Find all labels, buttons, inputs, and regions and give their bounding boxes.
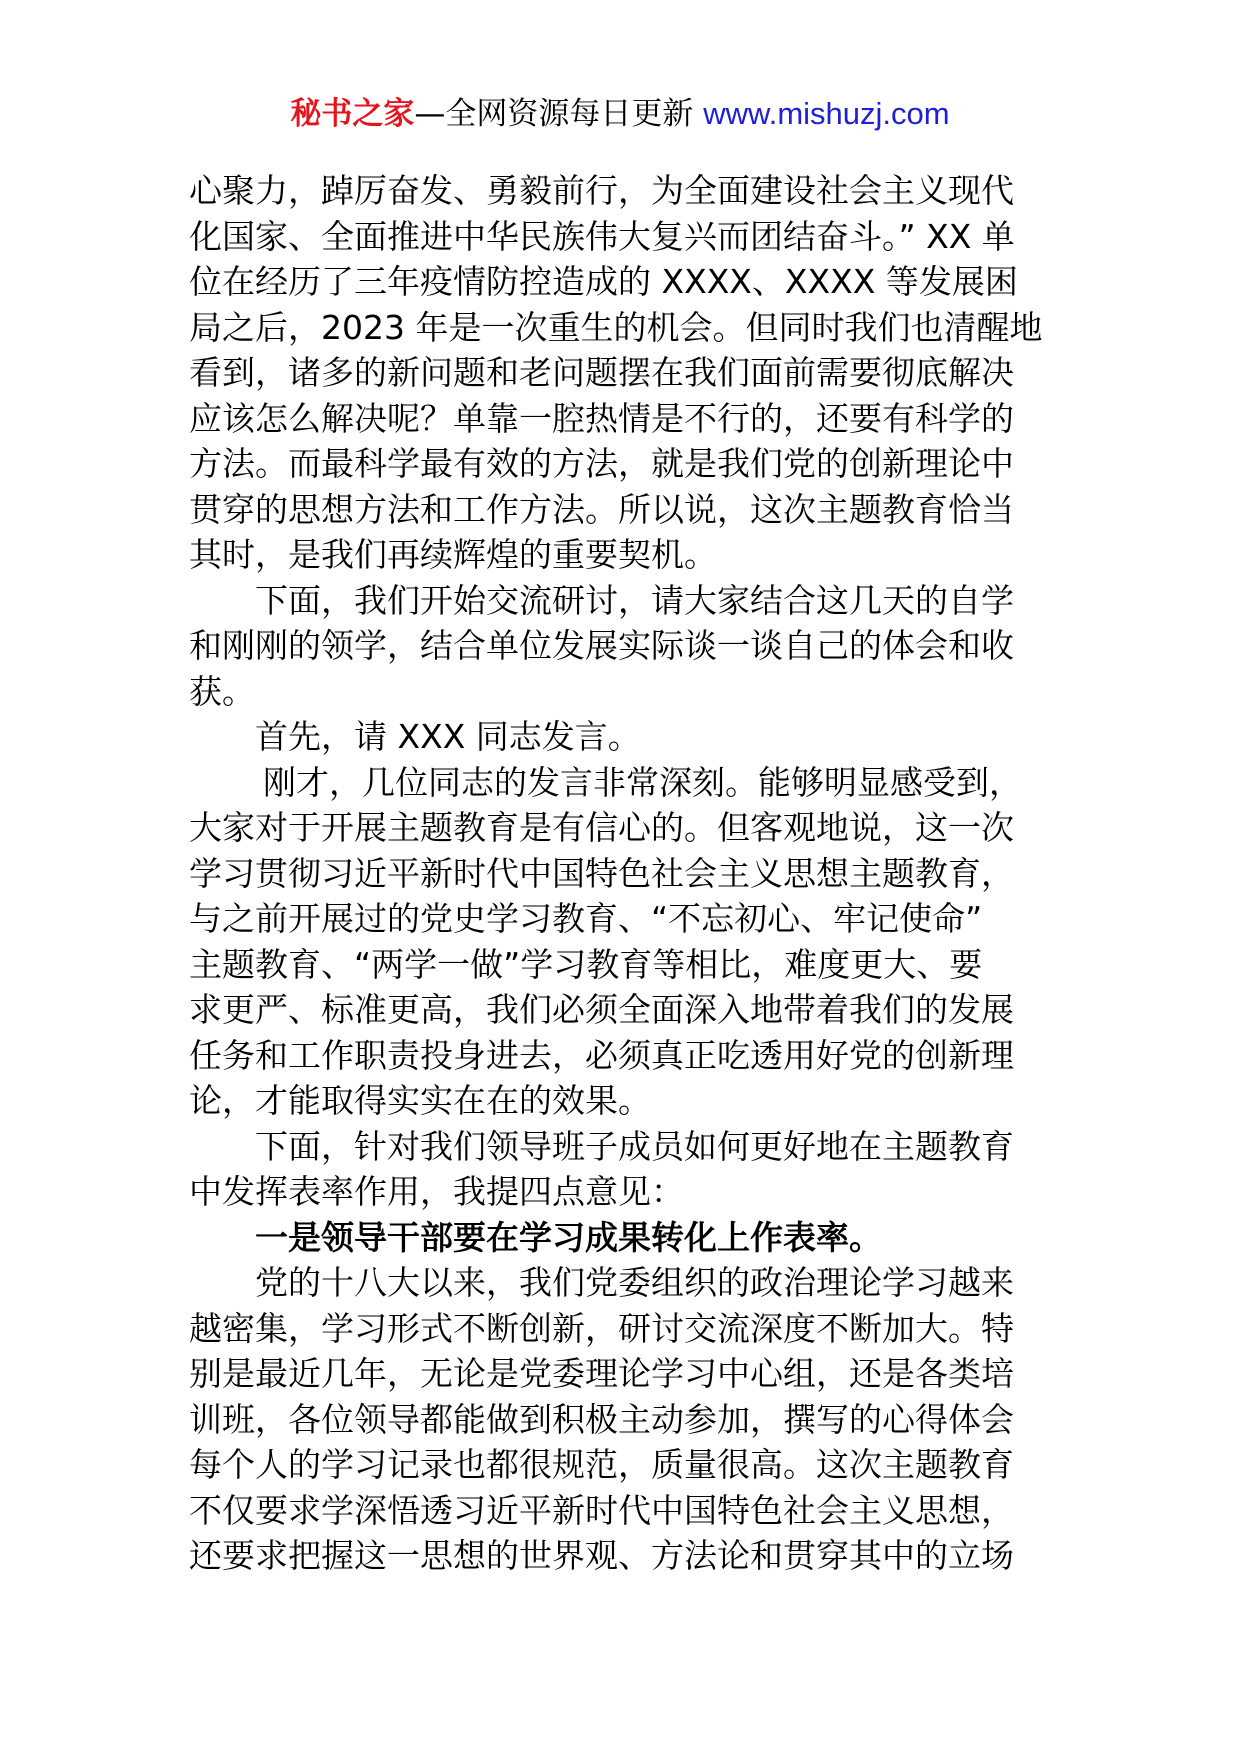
site-url-link[interactable]: www.mishuzj.com bbox=[703, 96, 950, 131]
body-line: 贯穿的思想方法和工作方法。所以说，这次主题教育恰当 bbox=[189, 489, 1014, 529]
body-line: 每个人的学习记录也都很规范，质量很高。这次主题教育 bbox=[189, 1445, 1014, 1484]
section-heading: 一是领导干部要在学习成果转化上作表率。 bbox=[255, 1217, 882, 1257]
body-line: 学习贯彻习近平新时代中国特色社会主义思想主题教育， bbox=[189, 853, 1014, 893]
body-line: 应该怎么解决呢？单靠一腔热情是不行的，还要有科学的 bbox=[189, 398, 1014, 438]
body-line: 局之后，2023 年是一次重生的机会。但同时我们也清醒地 bbox=[189, 307, 1043, 347]
paragraph-start-line: 首先，请 XXX 同志发言。 bbox=[255, 717, 641, 756]
body-line: 不仅要求学深悟透习近平新时代中国特色社会主义思想， bbox=[189, 1490, 1014, 1530]
paragraph-start-line: 党的十八大以来，我们党委组织的政治理论学习越来 bbox=[255, 1263, 1014, 1302]
document-body bbox=[189, 168, 1059, 1579]
site-header bbox=[0, 90, 1240, 138]
body-line: 越密集，学习形式不断创新，研讨交流深度不断加大。特 bbox=[189, 1308, 1014, 1348]
body-line: 主题教育、“两学一做”学习教育等相比，难度更大、要 bbox=[189, 944, 983, 984]
body-line: 论，才能取得实实在在的效果。 bbox=[189, 1081, 651, 1120]
body-line: 任务和工作职责投身进去，必须真正吃透用好党的创新理 bbox=[189, 1035, 1014, 1075]
paragraph-start-line: 下面，我们开始交流研讨，请大家结合这几天的自学 bbox=[255, 580, 1014, 620]
body-line: 大家对于开展主题教育是有信心的。但客观地说，这一次 bbox=[189, 808, 1014, 847]
body-line: 心聚力，踔厉奋发、勇毅前行，为全面建设社会主义现代 bbox=[189, 171, 1014, 210]
body-line: 获。 bbox=[189, 671, 255, 711]
body-line: 位在经历了三年疫情防控造成的 XXXX、XXXX 等发展困 bbox=[189, 262, 1018, 301]
body-line: 求更严、标准更高，我们必须全面深入地带着我们的发展 bbox=[189, 990, 1014, 1029]
body-line: 看到，诸多的新问题和老问题摆在我们面前需要彻底解决 bbox=[189, 353, 1014, 392]
site-tagline: —全网资源每日更新 bbox=[414, 96, 694, 132]
body-line: 方法。而最科学最有效的方法，就是我们党的创新理论中 bbox=[189, 444, 1014, 483]
body-line: 与之前开展过的党史学习教育、“不忘初心、牢记使命” bbox=[189, 899, 983, 938]
body-line: 还要求把握这一思想的世界观、方法论和贯穿其中的立场 bbox=[189, 1536, 1014, 1575]
site-brand: 秘书之家 bbox=[290, 96, 415, 132]
paragraph-start-line: 刚才，几位同志的发言非常深刻。能够明显感受到， bbox=[263, 762, 1022, 802]
body-line: 其时，是我们再续辉煌的重要契机。 bbox=[189, 535, 717, 574]
body-line: 别是最近几年，无论是党委理论学习中心组，还是各类培 bbox=[189, 1354, 1014, 1393]
body-line: 训班，各位领导都能做到积极主动参加，撰写的心得体会 bbox=[189, 1399, 1014, 1439]
body-line: 和刚刚的领学，结合单位发展实际谈一谈自己的体会和收 bbox=[189, 626, 1014, 665]
body-line: 化国家、全面推进中华民族伟大复兴而团结奋斗。” XX 单 bbox=[189, 216, 1015, 256]
body-line: 中发挥表率作用，我提四点意见： bbox=[189, 1172, 684, 1211]
paragraph-start-line: 下面，针对我们领导班子成员如何更好地在主题教育 bbox=[255, 1126, 1014, 1166]
